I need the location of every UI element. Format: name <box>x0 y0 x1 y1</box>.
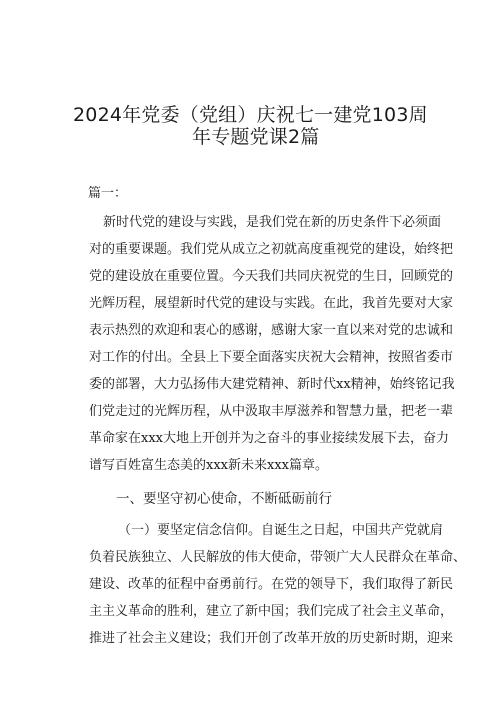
paragraph-line: 负着民族独立、人民解放的伟大使命，带领广大人民群众在革命、 <box>89 550 467 565</box>
section-label: 篇一： <box>88 186 128 201</box>
paragraph-line: 光辉历程，展望新时代党的建设与实践。在此，我首先要对大家 <box>89 296 454 311</box>
paragraph-line: 新时代党的建设与实践，是我们党在新的历史条件下必须面 <box>103 215 442 230</box>
paragraph-line: 表示热烈的欢迎和衷心的感谢，感谢大家一直以来对党的忠诚和 <box>89 323 454 338</box>
paragraph-line: 对的重要课题。我们党从成立之初就高度重视党的建设，始终把 <box>89 242 454 257</box>
paragraph-line: 谱写百姓富生态美的xxx新未来xxx篇章。 <box>89 458 328 473</box>
paragraph-line: 们党走过的光辉历程，从中汲取丰厚滋养和智慧力量，把老一辈 <box>89 404 454 419</box>
paragraph-line: 建设、改革的征程中奋勇前行。在党的领导下，我们取得了新民 <box>89 577 454 592</box>
paragraph-line: 党的建设放在重要位置。今天我们共同庆祝党的生日，回顾党的 <box>89 269 454 284</box>
paragraph-line: 委的部署，大力弘扬伟大建党精神、新时代xx精神，始终铭记我 <box>89 377 455 392</box>
paragraph-line: 推进了社会主义建设；我们开创了改革开放的历史新时期，迎来 <box>89 631 454 646</box>
paragraph-line: （一）要坚定信念信仰。自诞生之日起，中国共产党就肩 <box>118 523 444 538</box>
document-title-line-1: 2024年党委（党组）庆祝七一建党103周 <box>73 104 428 126</box>
paragraph-line: 革命家在xxx大地上开创并为之奋斗的事业接续发展下去，奋力 <box>89 431 449 446</box>
section-heading: 一、要坚守初心使命，不断砥砺前行 <box>116 491 332 507</box>
paragraph-line: 对工作的付出。全县上下要全面落实庆祝大会精神，按照省委市 <box>89 350 454 365</box>
document-title-line-2: 年专题党课2篇 <box>192 126 320 148</box>
paragraph-line: 主主义革命的胜利，建立了新中国；我们完成了社会主义革命， <box>89 604 454 619</box>
